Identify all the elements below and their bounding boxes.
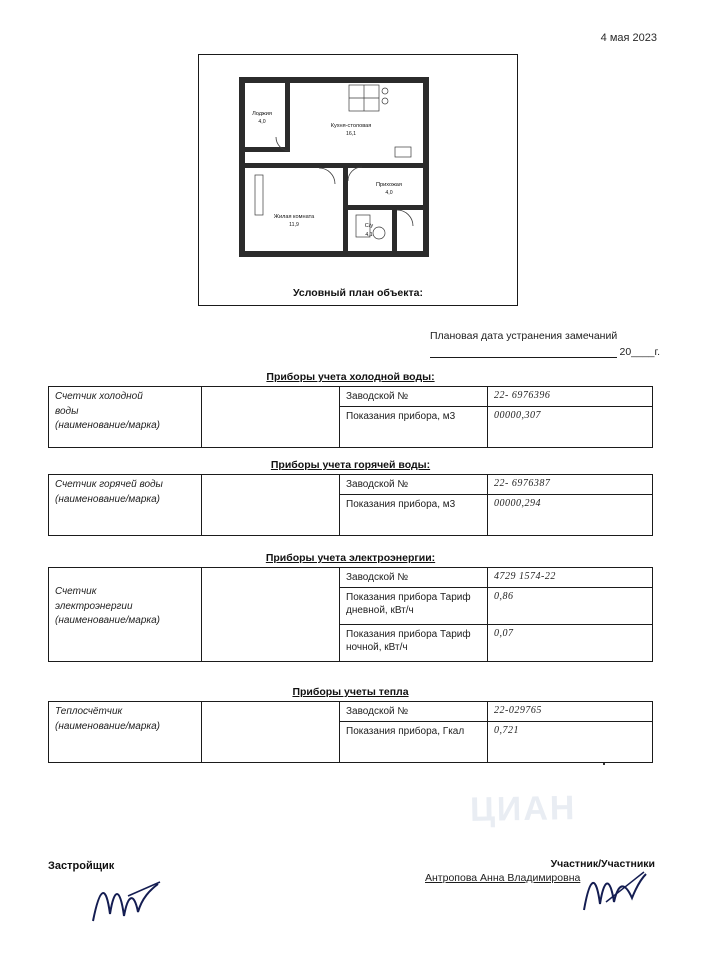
table-row bbox=[49, 475, 653, 495]
room-label-2: Прихожая bbox=[376, 182, 402, 188]
room-label-1: Кухня-столовая bbox=[330, 123, 372, 129]
field-value-serial[interactable]: 22-029765 bbox=[488, 702, 653, 722]
field-label-serial: Заводской № bbox=[340, 702, 488, 722]
field-value-serial[interactable]: 4729 1574-22 bbox=[488, 568, 653, 588]
document-date: 4 мая 2023 bbox=[600, 32, 657, 44]
meter-name-line: электроэнергии bbox=[55, 600, 133, 612]
participant-name: Антропова Анна Владимировна bbox=[425, 872, 581, 884]
meter-name-cold bbox=[49, 387, 202, 448]
field-label-reading: Показания прибора, м3 bbox=[340, 495, 488, 536]
field-value-serial[interactable]: 22- 6976387 bbox=[488, 475, 653, 495]
room-area-2: 4,0 bbox=[385, 190, 393, 196]
field-value-reading[interactable]: 0,721 bbox=[488, 722, 653, 763]
signature-label-participant: Участник/Участники bbox=[550, 858, 655, 870]
meter-name-hot bbox=[49, 475, 202, 536]
field-label-serial: Заводской № bbox=[340, 568, 488, 588]
plan-caption: Условный план объекта: bbox=[293, 287, 423, 299]
meter-name-line: Счетчик bbox=[55, 586, 97, 597]
table-row bbox=[49, 387, 653, 407]
field-value-serial[interactable]: 22- 6976396 bbox=[488, 387, 653, 407]
planned-date-block bbox=[430, 330, 660, 358]
field-value-day-tariff[interactable]: 0,86 bbox=[488, 588, 653, 625]
field-label-reading: Показания прибора, м3 bbox=[340, 407, 488, 448]
floor-plan-frame bbox=[198, 54, 518, 306]
table-hot-water bbox=[48, 474, 653, 536]
table-cold-water bbox=[48, 386, 653, 448]
meter-name-line: воды bbox=[55, 405, 79, 417]
field-label-serial: Заводской № bbox=[340, 387, 488, 407]
field-label-serial: Заводской № bbox=[340, 475, 488, 495]
planned-date-label: Плановая дата устранения замечаний bbox=[430, 330, 618, 342]
room-label-4: С/у bbox=[364, 223, 374, 229]
meter-blank-cold bbox=[202, 387, 340, 448]
field-label-day-tariff: Показания прибора Тариф дневной, кВт/ч bbox=[340, 588, 488, 625]
section-title-heat: Приборы учеты тепла bbox=[292, 686, 409, 698]
table-heat bbox=[48, 701, 653, 763]
signature-developer bbox=[88, 876, 168, 926]
room-label-0: Лоджия bbox=[252, 111, 272, 117]
field-value-reading[interactable]: 00000,307 bbox=[488, 407, 653, 448]
field-label-reading: Показания прибора, Гкал bbox=[340, 722, 488, 763]
meter-name-line: (наименование/марка) bbox=[55, 420, 160, 431]
table-electricity bbox=[48, 567, 653, 662]
signature-label-developer: Застройщик bbox=[48, 860, 115, 872]
field-value-night-tariff[interactable]: 0,07 bbox=[488, 625, 653, 662]
field-value-reading[interactable]: 00000,294 bbox=[488, 495, 653, 536]
meter-name-line: (наименование/марка) bbox=[55, 615, 160, 626]
room-area-3: 11,9 bbox=[289, 222, 299, 228]
field-label-night-tariff: Показания прибора Тариф ночной, кВт/ч bbox=[340, 625, 488, 662]
meter-name-line: (наименование/марка) bbox=[55, 720, 160, 732]
room-area-0: 4,0 bbox=[258, 119, 266, 125]
room-area-1: 16,1 bbox=[345, 131, 357, 137]
table-row bbox=[49, 702, 653, 722]
meter-name-electricity bbox=[49, 568, 202, 662]
table-row bbox=[49, 568, 653, 588]
meter-name-line: (наименование/марка) bbox=[55, 493, 160, 505]
meter-name-line: Счетчик холодной bbox=[55, 391, 143, 402]
watermark: ЦИАН bbox=[469, 789, 577, 829]
meter-blank-electricity bbox=[202, 568, 340, 662]
meter-name-line: Теплосчётчик bbox=[55, 706, 123, 717]
floor-plan-drawing bbox=[199, 55, 517, 305]
section-title-electricity: Приборы учета электроэнергии: bbox=[265, 552, 436, 564]
page-dot bbox=[603, 763, 605, 765]
room-area-4: 4,1 bbox=[365, 232, 373, 238]
section-title-hot-water: Приборы учета горячей воды: bbox=[270, 459, 431, 471]
meter-name-line: Счетчик горячей воды bbox=[55, 479, 163, 490]
meter-blank-hot bbox=[202, 475, 340, 536]
section-title-cold-water: Приборы учета холодной воды: bbox=[266, 371, 435, 383]
signature-participant bbox=[580, 868, 650, 916]
meter-blank-heat bbox=[202, 702, 340, 763]
meter-name-heat bbox=[49, 702, 202, 763]
planned-date-suffix: 20____г. bbox=[619, 346, 660, 358]
room-label-3: Жилая комната bbox=[273, 214, 315, 220]
